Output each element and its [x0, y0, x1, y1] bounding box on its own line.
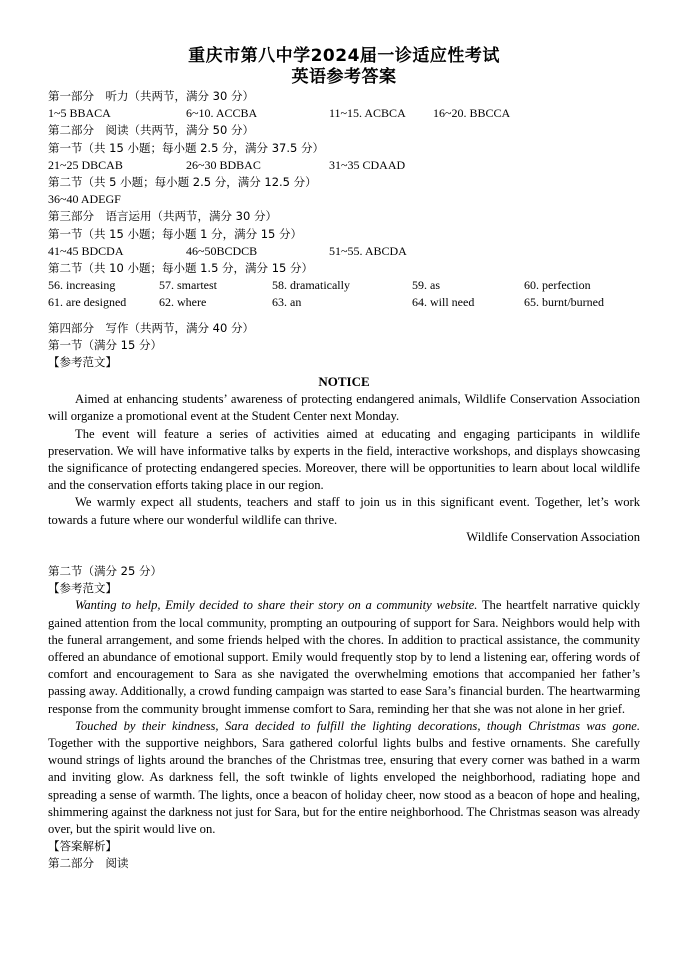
part3-section1-heading: 第一节（共 15 小题；每小题 1 分，满分 15 分）: [48, 226, 303, 241]
notice-title: NOTICE: [318, 374, 370, 390]
answer-item: 56. increasing: [48, 278, 116, 293]
answer-group: 26~30 BDBAC: [186, 157, 261, 172]
notice-paragraph: The event will feature a series of activities aimed at educating and engaging participants in wildlife preservation. We will have informative talks by experts in the field, interactive workshops, and displays showcasing the significance of protecting endangered species. Moreover, there will be opportunities to learn about local wildlife and the conservation efforts taking place in our region.: [48, 426, 640, 493]
answer-group: 41~45 BDCDA: [48, 243, 124, 258]
answer-group: 6~10. ACCBA: [186, 106, 258, 121]
part2-section1-answers: [48, 157, 640, 174]
answer-group: 31~35 CDAAD: [329, 157, 406, 172]
answer-item: 60. perfection: [524, 278, 591, 293]
answer-item: 58. dramatically: [272, 278, 350, 293]
sample-label-2: 【参考范文】: [48, 581, 117, 596]
part4-section2-heading: 第二节（满分 25 分）: [48, 563, 162, 578]
part3-section2-row2: [48, 294, 640, 311]
answer-group: 36~40 ADEGF: [48, 192, 121, 207]
part3-section1-answers: [48, 243, 640, 260]
part3-section2-row1: [48, 277, 640, 294]
page-title: 重庆市第八中学2024届一诊适应性考试: [188, 46, 500, 66]
answer-item: 59. as: [412, 278, 440, 293]
story-paragraph-1: [48, 597, 640, 717]
answer-item: 62. where: [159, 295, 207, 310]
story-lead-sentence: Touched by their kindness, Sara decided to fulfill the lighting decorations, though Christmas was gone.: [75, 718, 640, 733]
sample-label: 【参考范文】: [48, 354, 117, 369]
story-paragraph-2: [48, 718, 640, 838]
answer-group: 46~50BCDCB: [186, 243, 258, 258]
part3-heading: 第三部分 语言运用（共两节，满分 30 分）: [48, 209, 277, 224]
answer-group: 16~20. BBCCA: [433, 106, 511, 121]
notice-paragraph: We warmly expect all students, teachers and staff to join us in this significant event. Together, let’s work towards a future where our wonderful wildlife can thrive.: [48, 495, 640, 527]
part1-heading: 第一部分 听力（共两节，满分 30 分）: [48, 89, 254, 103]
answer-group: 21~25 DBCAB: [48, 157, 123, 172]
answer-item: 61. are designed: [48, 295, 127, 310]
notice-signature: Wildlife Conservation Association: [466, 529, 640, 544]
part4-heading: 第四部分 写作（共两节，满分 40 分）: [48, 320, 254, 335]
analysis-part-heading: 第二部分 阅读: [48, 856, 129, 871]
part1-answers: [48, 105, 640, 122]
story-lead-sentence: Wanting to help, Emily decided to share their story on a community website.: [75, 598, 478, 613]
answer-item: 64. will need: [412, 295, 475, 310]
answer-item: 63. an: [272, 295, 302, 310]
part2-heading: 第二部分 阅读（共两节，满分 50 分）: [48, 123, 254, 138]
story-body: Together with the supportive neighbors, Sara gathered colorful lights bulbs and festive ornaments. She carefully wound strings of lights around the branches of the Christmas tree, ensuring that every corner was bathed in a warm and inviting glow. As darkness fell, the soft twinkle of lights enveloped the neighborhood, radiating hope and spreading a sense of warmth. The lights, once a beacon of holiday cheer, now stood as a beacon of hope and healing, shimmering against the darkness not just for Sara, but for the entire neighborhood. The Christmas season was already over, but the spirit would live on.: [48, 736, 640, 837]
story-body: The heartfelt narrative quickly gained attention from the local community, prompting an outpouring of support for Sara. Neighbors would help with the funeral arrangement, and some friends helped with the chores. In addition to practical assistance, the community offered an abundance of emotional support. Emily would frequently stop by to lend a listening ear, offering words of comfort and encouragement to Sara as she navigated the overwhelming emotions that accompanied her father’s passing away. Additionally, a crowd funding campaign was started to ease Sara’s financial burden. The heartwarming response from the community brought immense comfort to Sara, reminding her that she was not alone in her grief.: [48, 598, 640, 716]
answer-group: 1~5 BBACA: [48, 106, 111, 121]
page-subtitle: 英语参考答案: [291, 67, 397, 87]
part2-section2-answers: [48, 191, 640, 208]
notice-paragraph: Aimed at enhancing students’ awareness of protecting endangered animals, Wildlife Conservation Association will organize a promotional event at the Student Center next Monday.: [48, 392, 640, 424]
part2-section1-heading: 第一节（共 15 小题；每小题 2.5 分，满分 37.5 分）: [48, 140, 324, 155]
answer-item: 65. burnt/burned: [524, 295, 604, 310]
answer-key-page: [48, 46, 640, 873]
part4-section1-heading: 第一节（满分 15 分）: [48, 337, 162, 352]
part3-section2-heading: 第二节（共 10 小题；每小题 1.5 分，满分 15 分）: [48, 260, 313, 275]
part2-section2-heading: 第二节（共 5 小题；每小题 2.5 分，满分 12.5 分）: [48, 174, 317, 189]
answer-item: 57. smartest: [159, 278, 217, 293]
answer-group: 11~15. ACBCA: [329, 106, 406, 121]
answer-group: 51~55. ABCDA: [329, 243, 407, 258]
analysis-label: 【答案解析】: [48, 839, 117, 854]
